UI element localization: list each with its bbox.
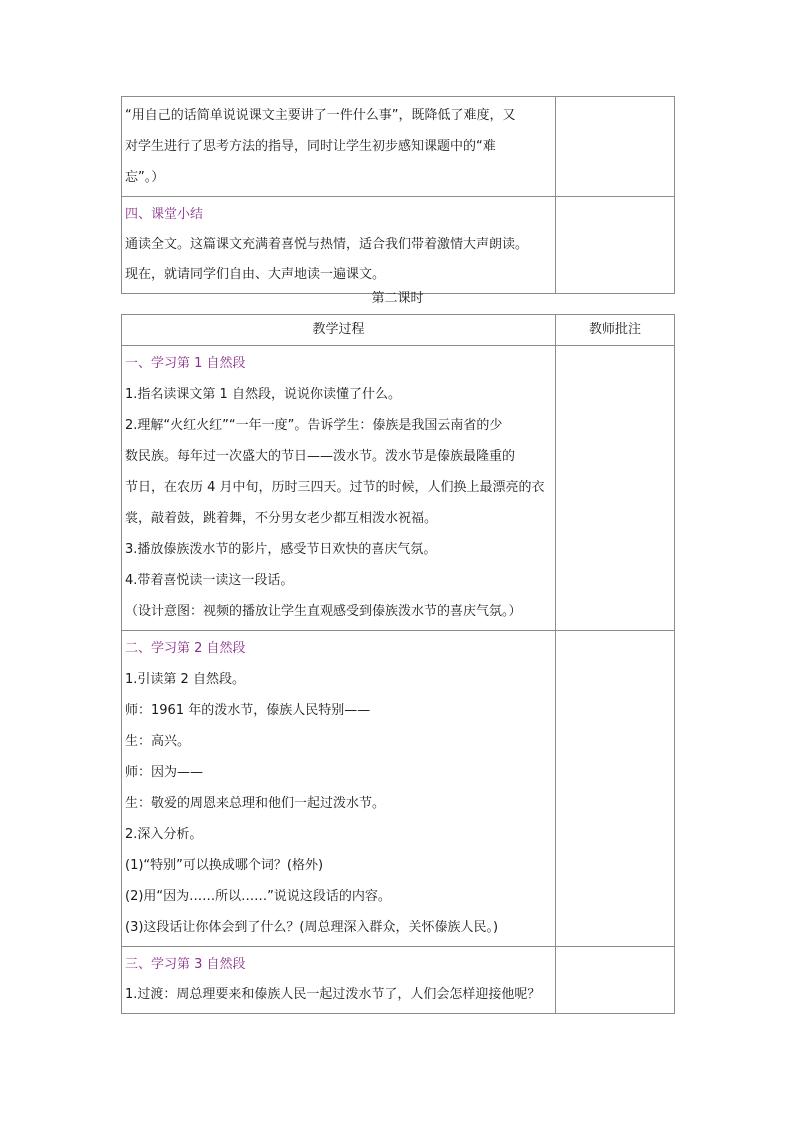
table-row bbox=[122, 631, 675, 947]
comment-cell bbox=[556, 197, 675, 294]
process-cell bbox=[122, 346, 556, 631]
section-heading: 三、学习第 3 自然段 bbox=[125, 957, 246, 972]
process-cell bbox=[122, 631, 556, 947]
comment-cell bbox=[556, 631, 675, 947]
text-line: 4.带着喜悦读一读这一段话。 bbox=[125, 573, 294, 588]
text-line: “用自己的话简单说说课文主要讲了一件什么事”，既降低了难度，又 bbox=[125, 108, 516, 123]
table-header-row bbox=[122, 315, 675, 346]
text-line: (3)这段话让你体会到了什么？(周总理深入群众，关怀傣族人民。) bbox=[125, 920, 499, 935]
text-line: 通读全文。这篇课文充满着喜悦与热情，适合我们带着激情大声朗读。 bbox=[125, 237, 529, 252]
text-line: (2)用“因为……所以……”说说这段话的内容。 bbox=[125, 889, 391, 904]
text-line: 1.过渡：周总理要来和傣族人民一起过泼水节了，人们会怎样迎接他呢？ bbox=[125, 987, 541, 1002]
text-line: 对学生进行了思考方法的指导，同时让学生初步感知课题中的“难 bbox=[125, 139, 496, 154]
process-cell bbox=[122, 947, 556, 1014]
section-heading: 四、课堂小结 bbox=[125, 207, 204, 222]
comment-cell bbox=[556, 346, 675, 631]
text-line: 2.深入分析。 bbox=[125, 827, 203, 842]
text-line: 生：高兴。 bbox=[125, 734, 191, 749]
header-comment: 教师批注 bbox=[556, 315, 675, 346]
comment-cell bbox=[556, 97, 675, 197]
process-cell bbox=[122, 197, 556, 294]
text-line: 数民族。每年过一次盛大的节日——泼水节。泼水节是傣族最隆重的 bbox=[125, 449, 516, 464]
section-title: 第二课时 bbox=[371, 291, 424, 306]
table-row bbox=[122, 197, 675, 294]
text-line: 3.播放傣族泼水节的影片，感受节日欢快的喜庆气氛。 bbox=[125, 542, 437, 557]
comment-cell bbox=[556, 947, 675, 1014]
section-heading: 二、学习第 2 自然段 bbox=[125, 641, 246, 656]
text-line: 1.指名读课文第 1 自然段，说说你读懂了什么。 bbox=[125, 387, 401, 402]
text-line: 忘”。） bbox=[125, 170, 165, 185]
text-line: 裳，敲着鼓，跳着舞，不分男女老少都互相泼水祝福。 bbox=[125, 511, 438, 526]
lesson-table bbox=[121, 314, 675, 1014]
text-line: 生：敬爱的周恩来总理和他们一起过泼水节。 bbox=[125, 796, 386, 811]
text-line: 2.理解“火红火红”“一年一度”。告诉学生：傣族是我国云南省的少 bbox=[125, 418, 503, 433]
table-row bbox=[122, 97, 675, 197]
table-row bbox=[122, 947, 675, 1014]
text-line: 师：因为—— bbox=[125, 765, 204, 780]
table-row bbox=[122, 346, 675, 631]
text-line: 师：1961 年的泼水节，傣族人民特别—— bbox=[125, 703, 371, 718]
header-process: 教学过程 bbox=[122, 315, 556, 346]
section-heading: 一、学习第 1 自然段 bbox=[125, 356, 246, 371]
process-cell bbox=[122, 97, 556, 197]
text-line: 1.引读第 2 自然段。 bbox=[125, 672, 245, 687]
text-line: 现在，就请同学们自由、大声地读一遍课文。 bbox=[125, 267, 386, 282]
text-line: （设计意图：视频的播放让学生直观感受到傣族泼水节的喜庆气氛。） bbox=[125, 604, 522, 619]
text-line: (1)“特别”可以换成哪个词？(格外) bbox=[125, 858, 324, 873]
top-lesson-table bbox=[121, 96, 675, 294]
text-line: 节日，在农历 4 月中旬，历时三四天。过节的时候，人们换上最漂亮的衣 bbox=[125, 480, 545, 495]
